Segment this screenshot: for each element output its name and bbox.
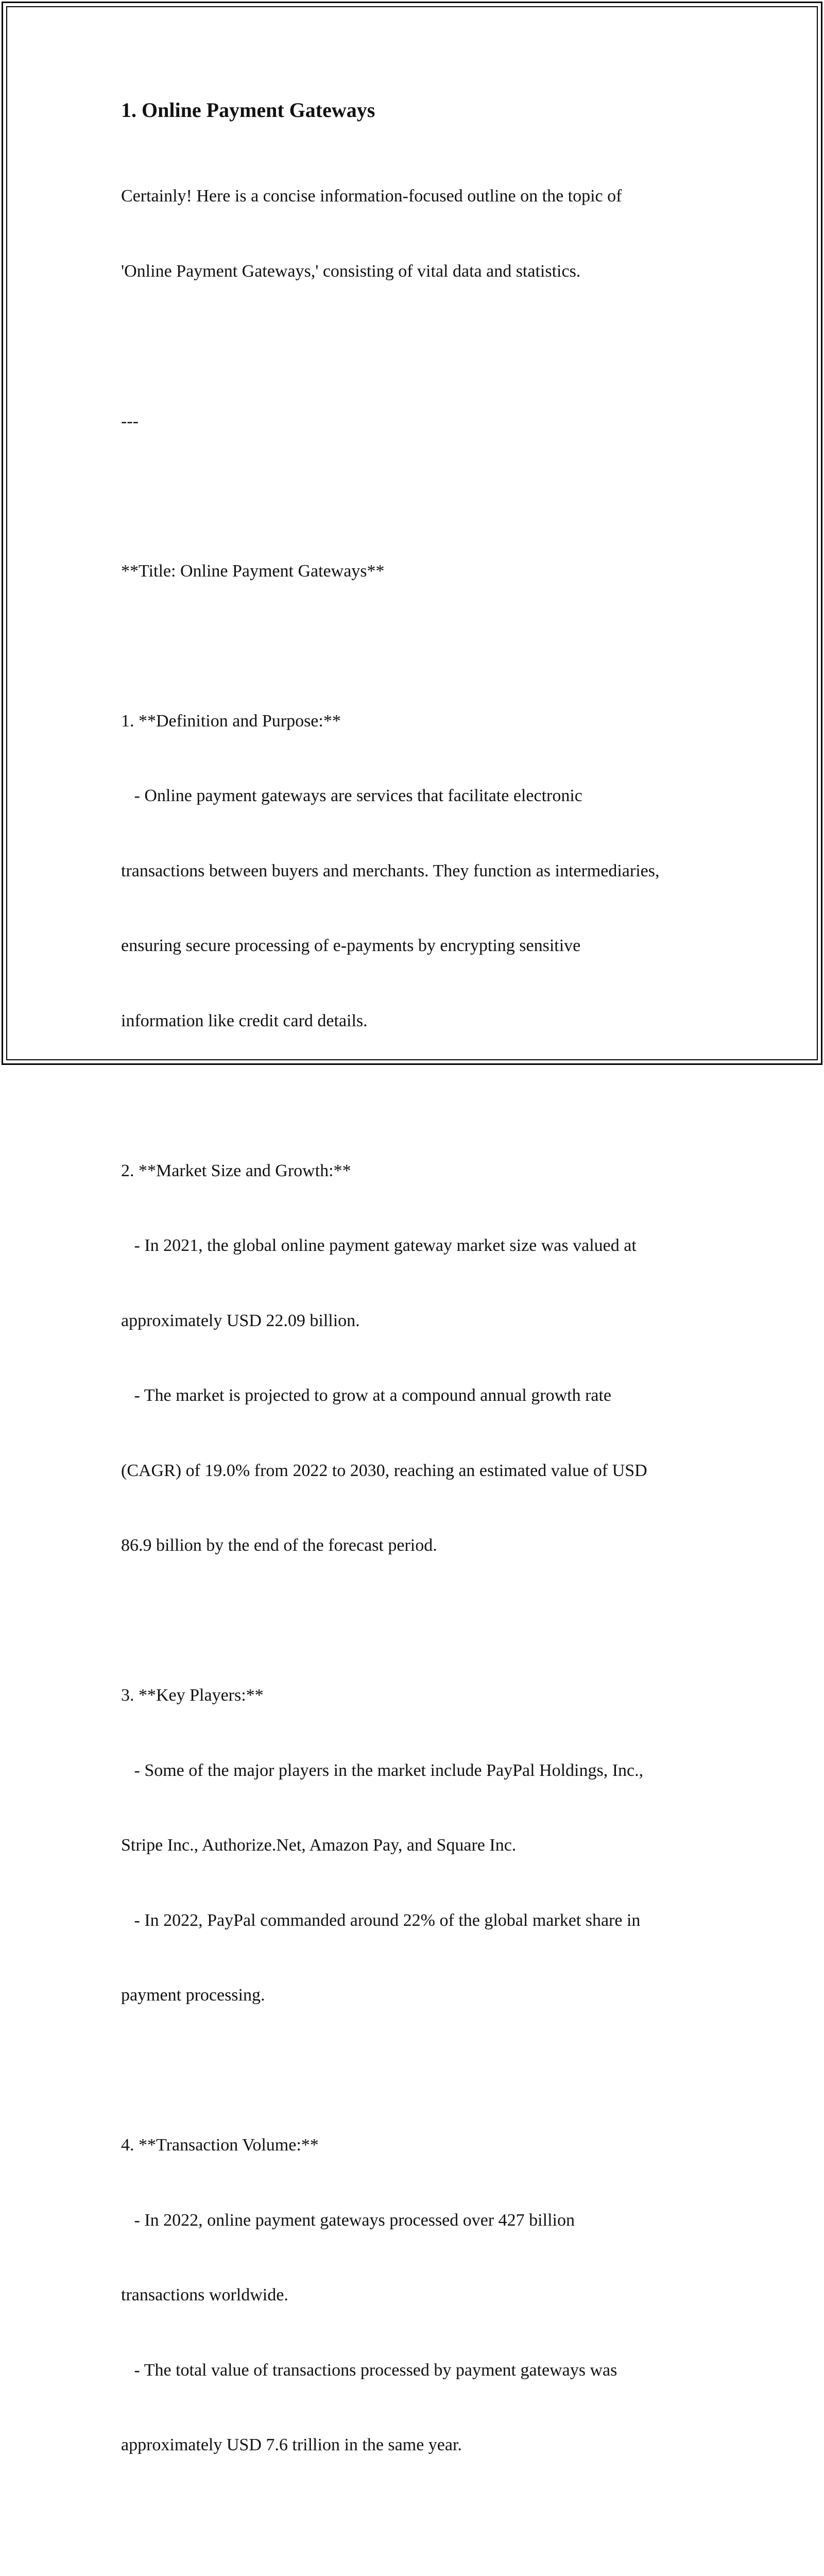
blank-line [121,634,713,659]
text-line: Stripe Inc., Authorize.Net, Amazon Pay, and Square Inc. [121,1836,517,1855]
text-line: information like credit card details. [121,1011,368,1030]
section-heading: 4. **Transaction Volume:** [121,2136,319,2155]
text-line: - Online payment gateways are services that facilitate electronic [121,786,582,805]
blank-line [121,1608,713,1634]
document-text [121,134,713,2576]
section-heading: 3. **Key Players:** [121,1686,264,1705]
text-line: 'Online Payment Gateways,' consisting of vital data and statistics. [121,261,581,281]
text-line: 86.9 billion by the end of the forecast period. [121,1536,437,1555]
blank-line [121,2508,713,2533]
text-line: - In 2022, PayPal commanded around 22% of the global market share in [121,1910,641,1930]
text-line: transactions worldwide. [121,2285,288,2304]
text-line: - In 2021, the global online payment gateway market size was valued at [121,1236,637,1255]
text-line: - The total value of transactions processed by payment gateways was [121,2360,617,2380]
separator-line: --- [121,411,139,431]
document-body [121,96,713,2576]
document-heading: 1. Online Payment Gateways [121,98,375,122]
text-line: approximately USD 7.6 trillion in the same year. [121,2435,462,2454]
section-heading: 1. **Definition and Purpose:** [121,711,341,731]
text-line: ensuring secure processing of e-payments by encrypting sensitive [121,936,581,955]
section-heading: 2. **Market Size and Growth:** [121,1161,351,1180]
text-line: - In 2022, online payment gateways processed over 427 billion [121,2210,575,2230]
text-line: - Some of the major players in the market include PayPal Holdings, Inc., [121,1760,644,1780]
blank-line [121,1083,713,1109]
text-line: payment processing. [121,1986,265,2005]
text-line: (CAGR) of 19.0% from 2022 to 2030, reaching an estimated value of USD [121,1461,647,1480]
text-line: transactions between buyers and merchants. They function as intermediaries, [121,861,660,880]
text-line: Certainly! Here is a concise information-focused outline on the topic of [121,187,622,206]
text-line: - The market is projected to grow at a compound annual growth rate [121,1386,612,1405]
text-line: approximately USD 22.09 billion. [121,1311,360,1330]
blank-line [121,334,713,359]
outline-title: **Title: Online Payment Gateways** [121,561,385,581]
blank-line [121,2058,713,2083]
blank-line [121,484,713,509]
